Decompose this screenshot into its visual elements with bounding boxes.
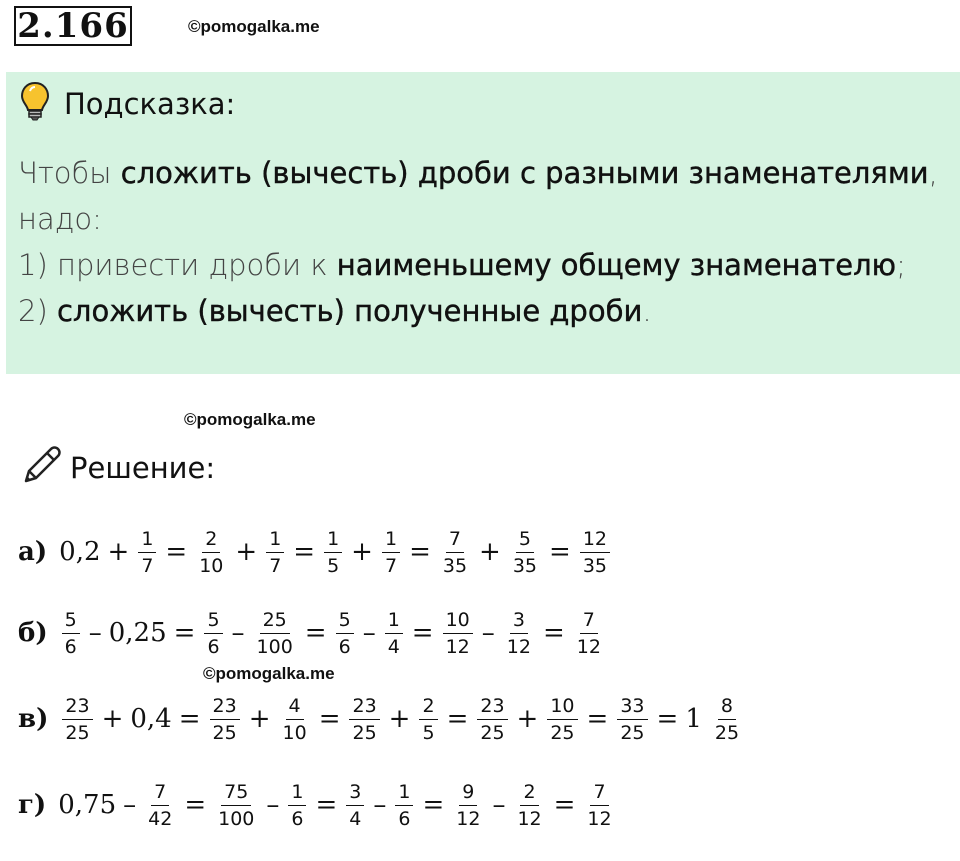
solution-row-a (18, 517, 612, 587)
numerator: 2 (202, 528, 220, 553)
numerator: 10 (443, 609, 473, 634)
fraction (510, 528, 540, 577)
operator: = (422, 790, 445, 820)
operator: = (409, 537, 431, 567)
operator: = (553, 790, 576, 820)
numerator: 7 (446, 528, 464, 553)
solution-title: Решение: (70, 451, 216, 485)
operator: – (88, 618, 102, 648)
operator: = (446, 704, 469, 734)
operator: – (481, 618, 495, 648)
numerator: 23 (210, 695, 240, 720)
fraction (584, 781, 614, 830)
pencil-icon (20, 443, 64, 494)
denominator: 5 (422, 721, 435, 744)
numerator: 7 (590, 781, 608, 806)
denominator: 6 (291, 807, 304, 830)
numerator: 1 (138, 528, 156, 553)
fraction (280, 695, 310, 744)
fraction (574, 609, 604, 658)
numerator: 25 (260, 609, 290, 634)
denominator: 5 (327, 554, 340, 577)
numerator: 3 (510, 609, 528, 634)
operator: – (231, 618, 245, 648)
numerator: 4 (286, 695, 304, 720)
hint-text (18, 150, 958, 334)
denominator: 7 (269, 554, 282, 577)
numerator: 23 (62, 695, 92, 720)
operator: + (479, 537, 501, 567)
fraction (62, 695, 92, 744)
hint-seg-bold: наименьшему общему знаменателю (336, 248, 897, 282)
decimal-number: 0,25 (108, 618, 167, 648)
solution-header (20, 446, 215, 490)
fraction (204, 609, 222, 658)
operator: = (411, 618, 434, 648)
numerator: 5 (336, 609, 354, 634)
operator: = (656, 704, 679, 734)
numerator: 2 (419, 695, 437, 720)
numerator: 23 (349, 695, 379, 720)
solution-row-b (18, 598, 606, 668)
mixed-integer-part: 1 (685, 704, 702, 734)
fraction (440, 528, 470, 577)
fraction (210, 695, 240, 744)
operator: = (318, 704, 341, 734)
operator: + (388, 704, 411, 734)
fraction (547, 695, 577, 744)
fraction (514, 781, 544, 830)
denominator: 12 (445, 635, 470, 658)
hint-title: Подсказка: (64, 87, 236, 121)
numerator: 23 (477, 695, 507, 720)
fraction (349, 695, 379, 744)
watermark-middle: ©pomogalka.me (184, 410, 316, 429)
row-label: б) (18, 618, 48, 648)
numerator: 1 (382, 528, 400, 553)
fraction (395, 781, 413, 830)
numerator: 7 (151, 781, 169, 806)
numerator: 3 (346, 781, 364, 806)
denominator: 6 (338, 635, 351, 658)
operator: + (248, 704, 271, 734)
numerator: 33 (617, 695, 647, 720)
numerator: 5 (516, 528, 534, 553)
numerator: 7 (580, 609, 598, 634)
operator: = (542, 618, 565, 648)
solution-row-g (18, 770, 617, 840)
operator: + (235, 537, 258, 567)
hint-seg-bold: сложить (вычесть) полученные дроби (56, 294, 643, 328)
denominator: 35 (582, 554, 608, 577)
numerator: 75 (221, 781, 251, 806)
fraction (419, 695, 437, 744)
operator: = (586, 704, 609, 734)
fraction (196, 528, 226, 577)
denominator: 25 (550, 721, 575, 744)
row-label: а) (18, 537, 48, 567)
operator: – (373, 790, 387, 820)
denominator: 6 (207, 635, 220, 658)
denominator: 12 (576, 635, 601, 658)
denominator: 42 (148, 807, 173, 830)
operator: + (107, 537, 130, 567)
hint-seg: 2) (18, 294, 57, 328)
operator: = (173, 618, 196, 648)
denominator: 10 (199, 554, 224, 577)
fraction (477, 695, 507, 744)
numerator: 10 (547, 695, 577, 720)
decimal-number: 0,75 (58, 790, 117, 820)
numerator: 1 (385, 609, 403, 634)
operator: + (101, 704, 124, 734)
denominator: 25 (212, 721, 237, 744)
denominator: 12 (587, 807, 612, 830)
row-label: в) (18, 704, 49, 734)
fraction (62, 609, 80, 658)
denominator: 4 (387, 635, 400, 658)
denominator: 6 (398, 807, 411, 830)
operator: = (165, 537, 188, 567)
fraction (215, 781, 257, 830)
fraction (712, 695, 742, 744)
fraction (254, 609, 296, 658)
fraction (138, 528, 156, 577)
operator: = (184, 790, 207, 820)
denominator: 10 (282, 721, 307, 744)
hint-box (6, 72, 960, 374)
row-label: г) (18, 790, 47, 820)
hint-seg-bold: сложить (вычесть) дроби с разными знаменателями (120, 156, 929, 190)
hint-line-2: надо: (18, 202, 102, 236)
operator: + (351, 537, 373, 567)
fraction (145, 781, 175, 830)
hint-header (20, 84, 235, 124)
numerator: 2 (520, 781, 538, 806)
fraction (324, 528, 342, 577)
denominator: 100 (256, 635, 293, 658)
fraction (382, 528, 400, 577)
numerator: 9 (459, 781, 477, 806)
denominator: 25 (714, 721, 740, 744)
fraction (443, 609, 473, 658)
numerator: 1 (288, 781, 306, 806)
hint-line-4 (18, 288, 958, 334)
watermark-top: ©pomogalka.me (188, 17, 320, 36)
fraction (385, 609, 403, 658)
denominator: 25 (352, 721, 377, 744)
numerator: 5 (62, 609, 80, 634)
denominator: 100 (218, 807, 255, 830)
hint-line-1 (18, 150, 958, 196)
denominator: 35 (442, 554, 468, 577)
operator: = (315, 790, 338, 820)
denominator: 35 (512, 554, 538, 577)
numerator: 1 (266, 528, 284, 553)
operator: = (293, 537, 316, 567)
numerator: 1 (395, 781, 413, 806)
denominator: 12 (456, 807, 481, 830)
denominator: 25 (480, 721, 505, 744)
numerator: 8 (718, 695, 736, 720)
operator: = (304, 618, 327, 648)
hint-seg: ; (896, 248, 906, 282)
solution-row-v (18, 684, 744, 754)
hint-seg: 1) привести дроби к (18, 248, 337, 282)
hint-seg: Чтобы (18, 156, 121, 190)
decimal-number: 0,2 (59, 537, 101, 567)
numerator: 5 (204, 609, 222, 634)
fraction (346, 781, 364, 830)
denominator: 4 (349, 807, 362, 830)
fraction (336, 609, 354, 658)
denominator: 12 (517, 807, 542, 830)
denominator: 6 (64, 635, 77, 658)
hint-line-3 (18, 242, 958, 288)
fraction (580, 528, 610, 577)
lightbulb-icon (20, 81, 50, 128)
operator: – (362, 618, 376, 648)
fraction (504, 609, 534, 658)
operator: – (492, 790, 506, 820)
operator: – (266, 790, 280, 820)
operator: = (178, 704, 201, 734)
watermark-lower: ©pomogalka.me (203, 664, 335, 683)
fraction (288, 781, 306, 830)
operator: = (549, 537, 571, 567)
decimal-number: 0,4 (130, 704, 172, 734)
fraction (453, 781, 483, 830)
denominator: 25 (620, 721, 645, 744)
denominator: 25 (65, 721, 90, 744)
operator: + (516, 704, 539, 734)
denominator: 12 (506, 635, 531, 658)
numerator: 1 (324, 528, 342, 553)
operator: – (123, 790, 137, 820)
task-number: 2.166 (14, 6, 132, 46)
hint-seg: . (642, 294, 652, 328)
fraction (617, 695, 647, 744)
fraction (266, 528, 284, 577)
numerator: 12 (580, 528, 610, 553)
hint-seg: , (928, 156, 938, 190)
denominator: 7 (384, 554, 398, 577)
denominator: 7 (141, 554, 154, 577)
